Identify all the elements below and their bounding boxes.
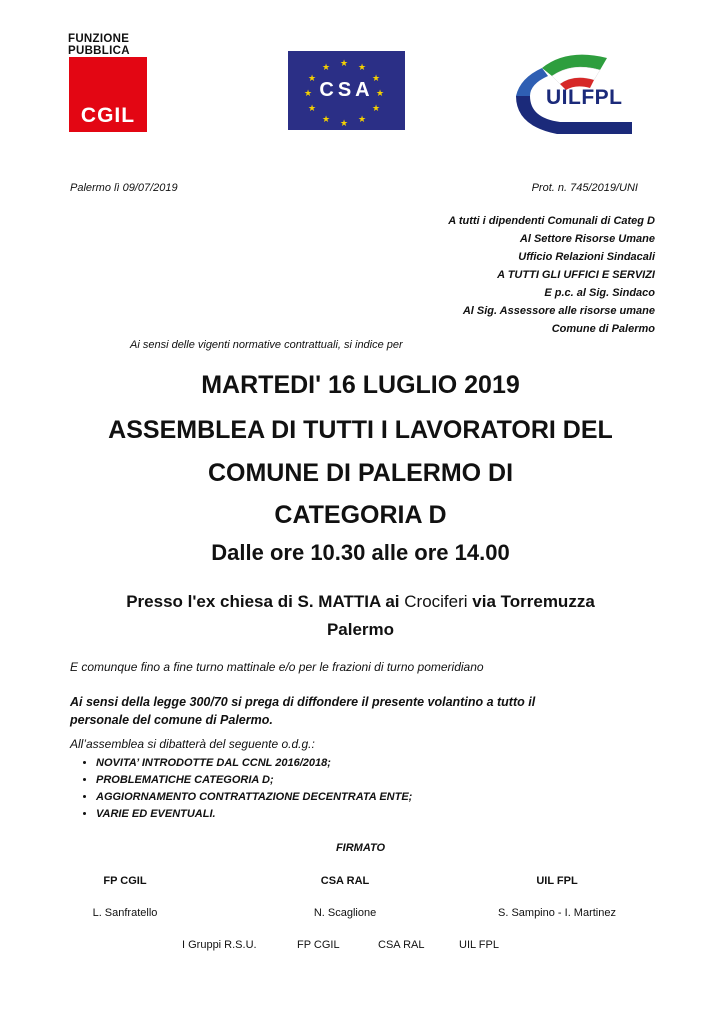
svg-text:★: ★ <box>308 104 317 114</box>
footer-uilfpl: UIL FPL <box>459 939 499 951</box>
recipient-line: A tutti i dipendenti Comunali di Categ D <box>448 215 655 227</box>
csa-logo <box>288 51 405 130</box>
svg-text:★: ★ <box>340 119 349 129</box>
recipient-line: Ufficio Relazioni Sindacali <box>518 251 655 263</box>
intro-text: Ai sensi delle vigenti normative contrattuali, si indice per <box>130 339 403 351</box>
agenda-item: • AGGIORNAMENTO CONTRATTAZIONE DECENTRATA ENTE; <box>96 791 638 803</box>
signatory-name: N. Scaglione <box>313 907 377 919</box>
recipient-line: E p.c. al Sig. Sindaco <box>544 287 655 299</box>
agenda-item: • PROBLEMATICHE CATEGORIA D; <box>96 774 638 786</box>
signatory-name: S. Sampino - I. Martinez <box>498 907 616 919</box>
svg-text:★: ★ <box>322 63 331 73</box>
signatory-org: CSA RAL <box>320 875 370 887</box>
title-line-3: COMUNE DI PALERMO DI <box>207 459 514 487</box>
signed-label: FIRMATO <box>335 842 386 854</box>
footer-rsu: I Gruppi R.S.U. <box>182 939 257 951</box>
agenda-intro: All’assemblea si dibatterà del seguente o.d.g.: <box>70 737 315 751</box>
signatory-org: UIL FPL <box>536 875 578 887</box>
law-line-1: Ai sensi della legge 300/70 si prega di diffondere il presente volantino a tutto il <box>70 695 536 709</box>
location-crociferi: Crociferi <box>404 592 468 611</box>
svg-text:★: ★ <box>304 89 313 99</box>
footer-csaral: CSA RAL <box>378 939 425 951</box>
signatory-name: L. Sanfratello <box>92 907 158 919</box>
svg-text:★: ★ <box>372 104 381 114</box>
recipient-line: Comune di Palermo <box>551 323 655 335</box>
svg-text:★: ★ <box>340 59 349 69</box>
svg-text:★: ★ <box>358 63 367 73</box>
title-line-4: CATEGORIA D <box>274 501 447 529</box>
location-line <box>0 592 721 612</box>
place-date: Palermo lì 09/07/2019 <box>70 182 178 194</box>
location-venue: Presso l'ex chiesa di S. MATTIA ai <box>126 592 405 611</box>
uilfpl-logo <box>512 48 638 138</box>
svg-text:★: ★ <box>372 74 381 84</box>
cgil-logo-caption <box>68 33 148 57</box>
agenda-item: • VARIE ED EVENTUALI. <box>96 808 638 820</box>
location-city: Palermo <box>326 620 395 639</box>
title-date: MARTEDI' 16 LUGLIO 2019 <box>201 371 520 399</box>
law-paragraph <box>70 693 660 729</box>
meeting-time: Dalle ore 10.30 alle ore 14.00 <box>211 540 510 565</box>
recipient-line: Al Sig. Assessore alle risorse umane <box>462 305 655 317</box>
location-street: via Torremuzza <box>467 592 595 611</box>
cgil-logo-text: CGIL <box>80 104 136 127</box>
svg-text:★: ★ <box>358 115 367 125</box>
svg-text:★: ★ <box>376 89 385 99</box>
cgil-logo <box>69 57 147 132</box>
recipients-block <box>335 212 655 338</box>
recipient-line: Al Settore Risorse Umane <box>519 233 655 245</box>
cgil-caption-line1: FUNZIONE <box>68 33 130 45</box>
protocol-number: Prot. n. 745/2019/UNI <box>531 182 638 194</box>
recipient-line: A TUTTI GLI UFFICI E SERVIZI <box>497 269 655 281</box>
shift-note: E comunque fino a fine turno mattinale e/o per le frazioni di turno pomeridiano <box>70 660 484 674</box>
title-line-2: ASSEMBLEA DI TUTTI I LAVORATORI DEL <box>108 416 613 444</box>
agenda-item: • NOVITA’ INTRODOTTE DAL CCNL 2016/2018; <box>96 757 638 769</box>
svg-text:★: ★ <box>322 115 331 125</box>
uilfpl-logo-text: UILFPL <box>546 86 623 109</box>
footer-fpcgil: FP CGIL <box>297 939 340 951</box>
agenda-list <box>78 757 638 825</box>
cgil-caption-line2: PUBBLICA <box>68 45 130 57</box>
signatory-org: FP CGIL <box>103 875 147 887</box>
csa-logo-text: CSA <box>319 79 374 101</box>
svg-text:★: ★ <box>308 74 317 84</box>
law-line-2: personale del comune di Palermo. <box>70 713 273 727</box>
